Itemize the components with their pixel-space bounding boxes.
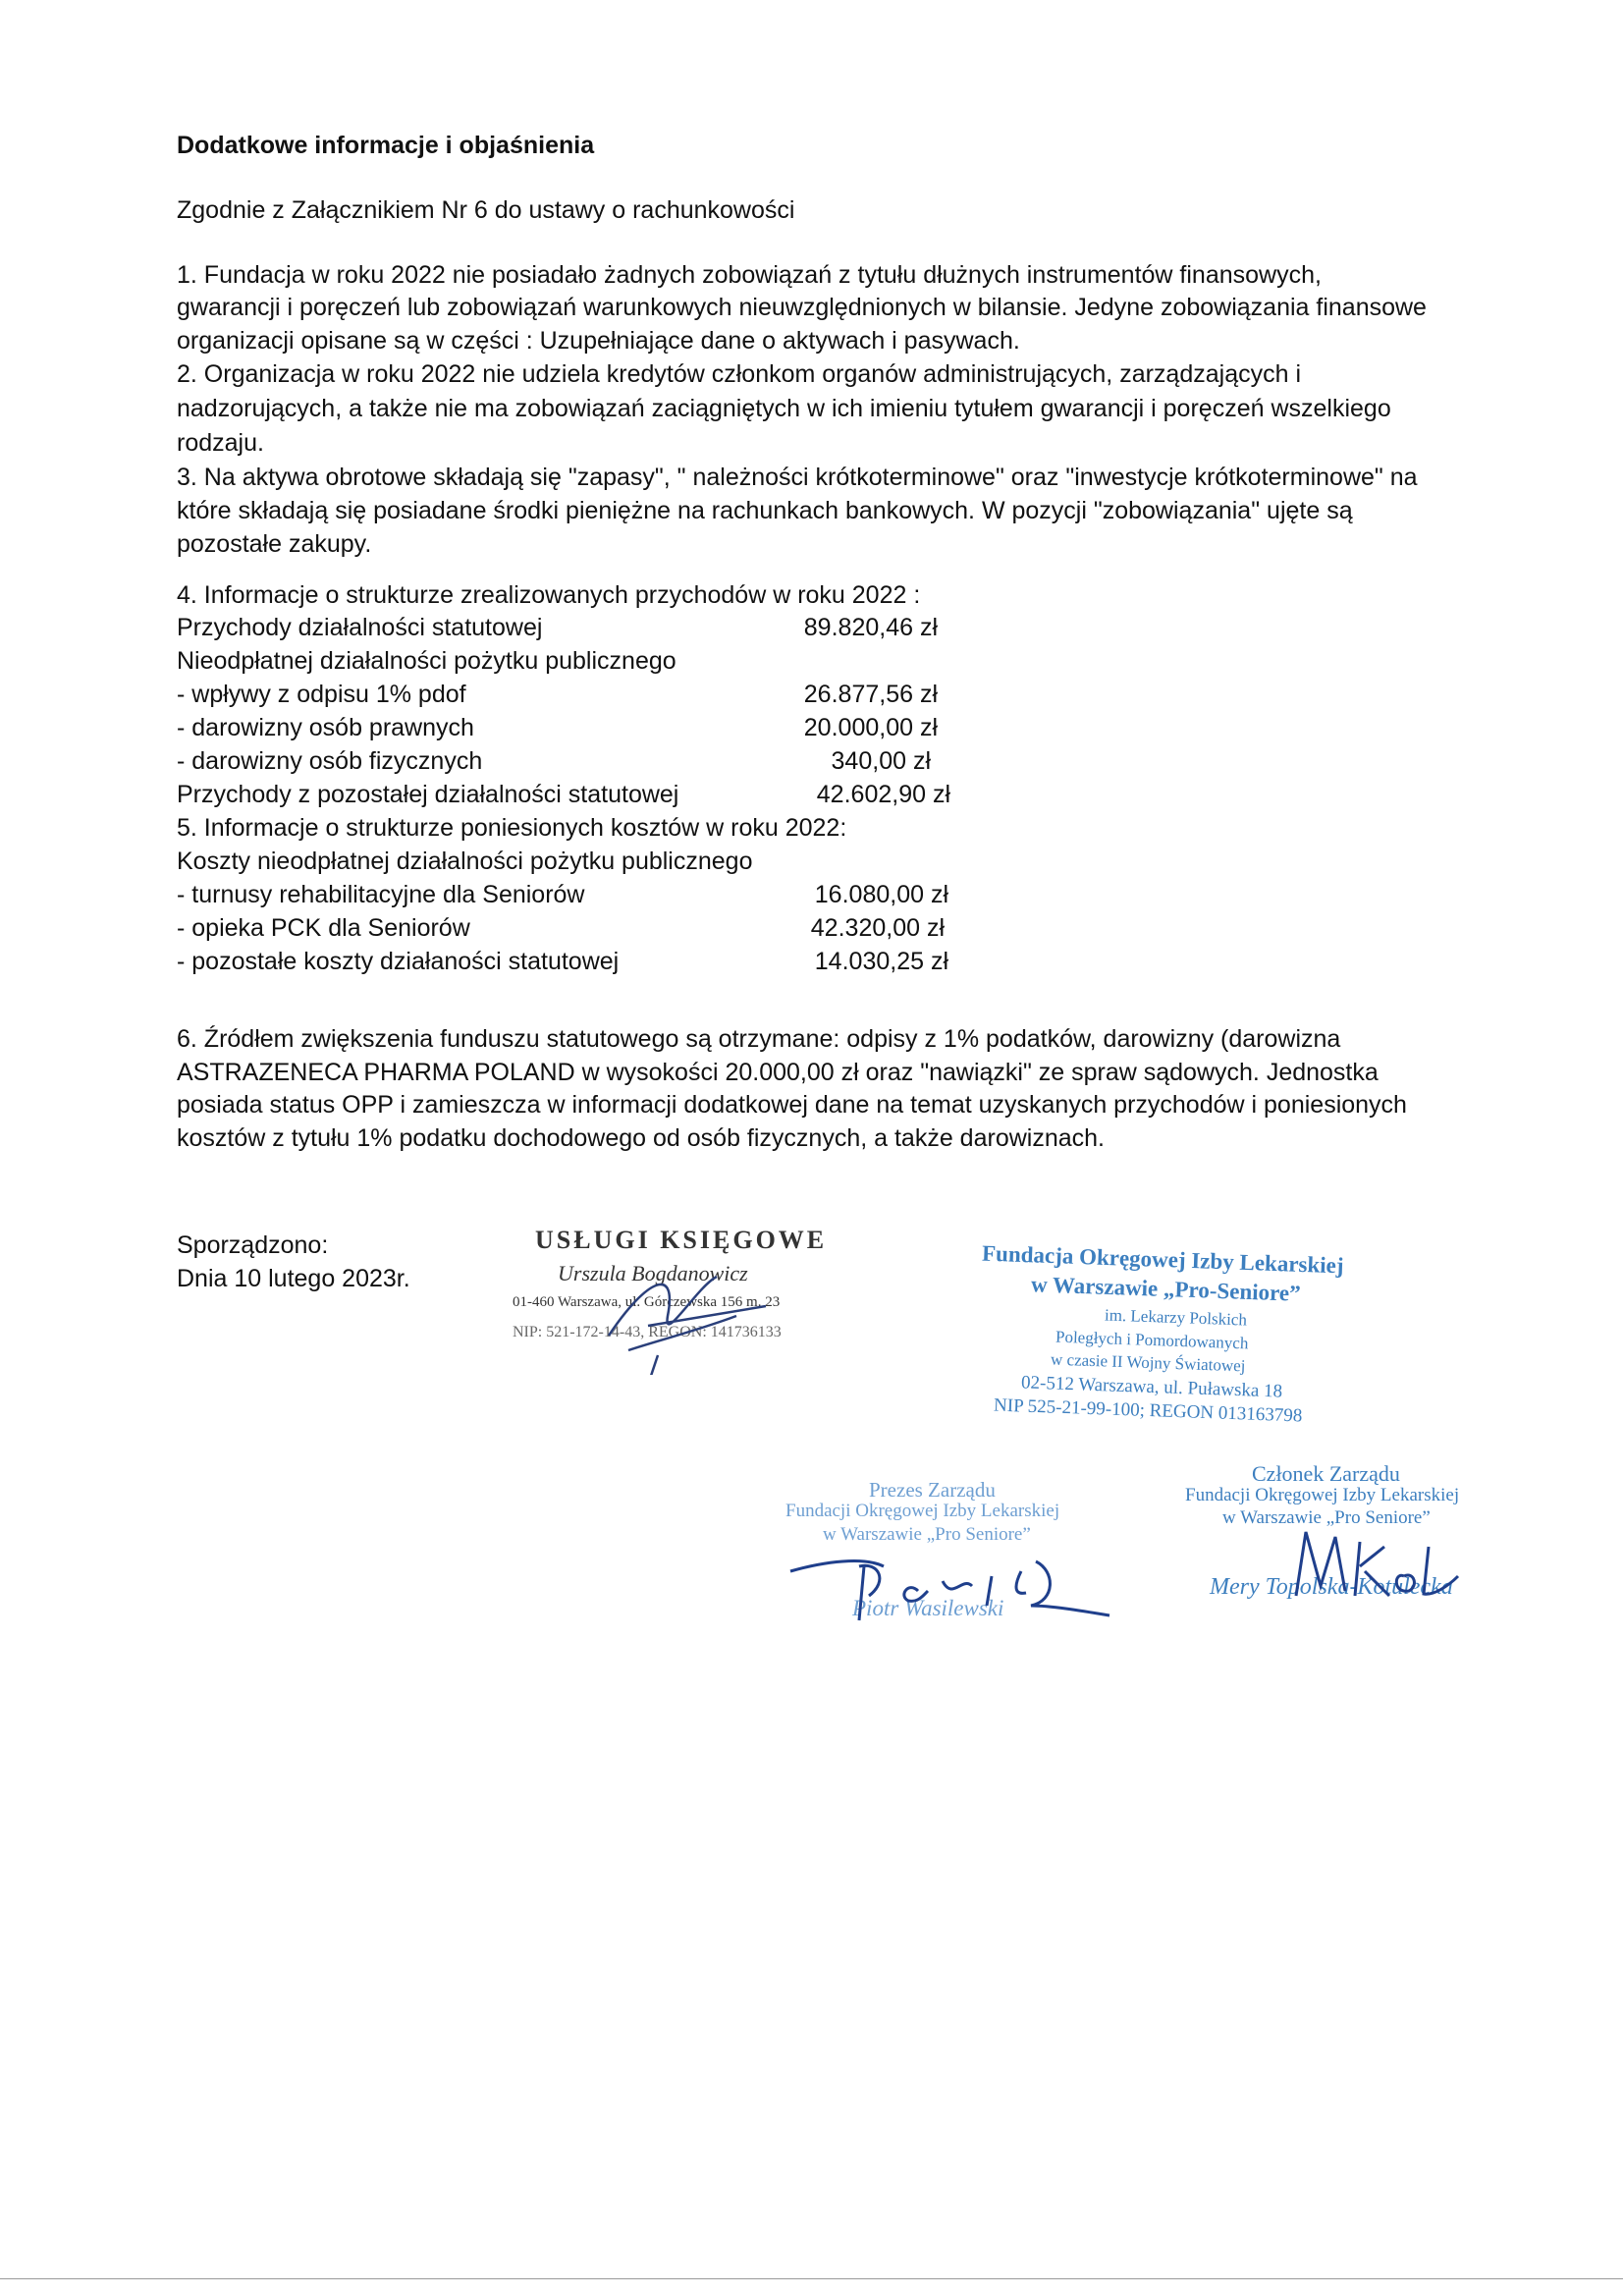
costs-row-amount: 42.320,00 zł	[810, 914, 945, 942]
costs-row-amount: 14.030,25 zł	[814, 948, 948, 975]
revenue-row-label: Nieodpłatnej działalności pożytku publicznego	[177, 647, 676, 675]
paragraph-1-line-1: 1. Fundacja w roku 2022 nie posiadało żadnych zobowiązań z tytułu dłużnych instrumentów finansowych,	[177, 261, 1322, 289]
accountant-signature-icon	[589, 1257, 785, 1375]
stamp-foundation-line-7: NIP 525-21-99-100; REGON 013163798	[993, 1394, 1303, 1427]
prepared-label: Sporządzono:	[177, 1231, 329, 1259]
revenue-row-amount: 340,00 zł	[831, 747, 931, 775]
paragraph-2-line-3: rodzaju.	[177, 429, 264, 457]
costs-header: 5. Informacje o strukturze poniesionych kosztów w roku 2022:	[177, 814, 847, 842]
stamp-president-line-3: w Warszawie „Pro Seniore”	[823, 1524, 1031, 1545]
revenue-row-amount: 20.000,00 zł	[803, 714, 938, 741]
paragraph-3-line-3: pozostałe zakupy.	[177, 530, 372, 558]
paragraph-6-line-1: 6. Źródłem zwiększenia funduszu statutowego są otrzymane: odpisy z 1% podatków, darowizny (darowizna	[177, 1025, 1341, 1053]
stamp-accounting-line-2: Urszula Bogdanowicz	[558, 1261, 748, 1285]
revenue-row-label: - wpływy z odpisu 1% pdof	[177, 681, 466, 708]
revenue-row-amount: 42.602,90 zł	[816, 781, 950, 808]
revenue-row-amount: 26.877,56 zł	[803, 681, 938, 708]
costs-row-label: Koszty nieodpłatnej działalności pożytku publicznego	[177, 847, 753, 875]
stamp-accounting-line-4: NIP: 521-172-14-43, REGON: 141736133	[513, 1324, 782, 1340]
paragraph-3-line-1: 3. Na aktywa obrotowe składają się "zapasy", " należności krótkoterminowe" oraz "inwestycje krótkoterminowe" na	[177, 464, 1418, 491]
revenue-row-amount: 89.820,46 zł	[803, 614, 938, 641]
stamp-foundation-line-4: Poległych i Pomordowanych	[1055, 1327, 1249, 1353]
revenue-row-label: - darowizny osób prawnych	[177, 714, 474, 741]
stamp-member-line-1: Członek Zarządu	[1252, 1461, 1400, 1486]
costs-row-label: - pozostałe koszty działaności statutowej	[177, 948, 620, 975]
stamp-president-line-1: Prezes Zarządu	[869, 1478, 996, 1502]
costs-row-label: - opieka PCK dla Seniorów	[177, 914, 470, 942]
revenue-row-label: Przychody z pozostałej działalności statutowej	[177, 781, 679, 808]
stamp-foundation-line-3: im. Lekarzy Polskich	[1104, 1305, 1248, 1330]
paragraph-2-line-1: 2. Organizacja w roku 2022 nie udziela kredytów członkom organów administrujących, zarządzających i	[177, 360, 1301, 388]
stamp-member-line-3: w Warszawie „Pro Seniore”	[1222, 1507, 1431, 1528]
paragraph-6-line-4: kosztów z tytułu 1% podatku dochodowego od osób fizycznych, a także darowiznach.	[177, 1124, 1105, 1152]
document-subtitle: Zgodnie z Załącznikiem Nr 6 do ustawy o rachunkowości	[177, 196, 795, 224]
stamp-accounting-line-3: 01-460 Warszawa, ul. Górczewska 156 m. 23	[513, 1294, 781, 1310]
paragraph-1-line-2: gwarancji i poręczeń lub zobowiązań warunkowych nieuwzględnionych w bilansie. Jedyne zobowiązania finansowe	[177, 294, 1427, 321]
paragraph-2-line-2: nadzorujących, a także nie ma zobowiązań zaciągniętych w ich imieniu tytułem gwarancji i poręczeń wszelkiego	[177, 395, 1391, 422]
revenue-header: 4. Informacje o strukturze zrealizowanych przychodów w roku 2022 :	[177, 581, 921, 609]
costs-row-amount: 16.080,00 zł	[814, 881, 948, 908]
stamp-foundation-line-1: Fundacja Okręgowej Izby Lekarskiej	[981, 1240, 1344, 1279]
president-signature-icon	[785, 1522, 1119, 1640]
costs-row-label: - turnusy rehabilitacyjne dla Seniorów	[177, 881, 585, 908]
stamp-member-name: Mery Topolska-Kotulecka	[1210, 1574, 1453, 1600]
stamp-president-line-2: Fundacji Okręgowej Izby Lekarskiej	[785, 1501, 1060, 1521]
paragraph-6-line-3: posiada status OPP i zamieszcza w informacji dodatkowej dane na temat uzyskanych przychodów i poniesionych	[177, 1091, 1407, 1119]
paragraph-6-line-2: ASTRAZENECA PHARMA POLAND w wysokości 20.000,00 zł oraz "nawiązki" ze spraw sądowych. Jednostka	[177, 1059, 1379, 1086]
document-title: Dodatkowe informacje i objaśnienia	[177, 132, 595, 159]
prepared-date: Dnia 10 lutego 2023r.	[177, 1265, 410, 1292]
stamp-president-name: Piotr Wasilewski	[852, 1596, 1004, 1620]
stamp-foundation-line-6: 02-512 Warszawa, ul. Puławska 18	[1020, 1372, 1283, 1402]
page-bottom-divider	[0, 2278, 1623, 2279]
paragraph-3-line-2: które składają się posiadane środki pieniężne na rachunkach bankowych. W pozycji "zobowiązania" ujęte są	[177, 497, 1353, 524]
stamp-foundation-line-5: w czasie II Wojny Światowej	[1050, 1349, 1246, 1376]
paragraph-1-line-3: organizacji opisane są w części : Uzupełniające dane o aktywach i pasywach.	[177, 327, 1020, 355]
stamp-member-line-2: Fundacji Okręgowej Izby Lekarskiej	[1185, 1485, 1460, 1505]
member-signature-icon	[1276, 1517, 1473, 1615]
revenue-row-label: Przychody działalności statutowej	[177, 614, 543, 641]
stamp-accounting-line-1: USŁUGI KSIĘGOWE	[535, 1226, 828, 1254]
revenue-row-label: - darowizny osób fizycznych	[177, 747, 483, 775]
stamp-foundation-line-2: w Warszawie „Pro-Seniore”	[1030, 1272, 1302, 1306]
